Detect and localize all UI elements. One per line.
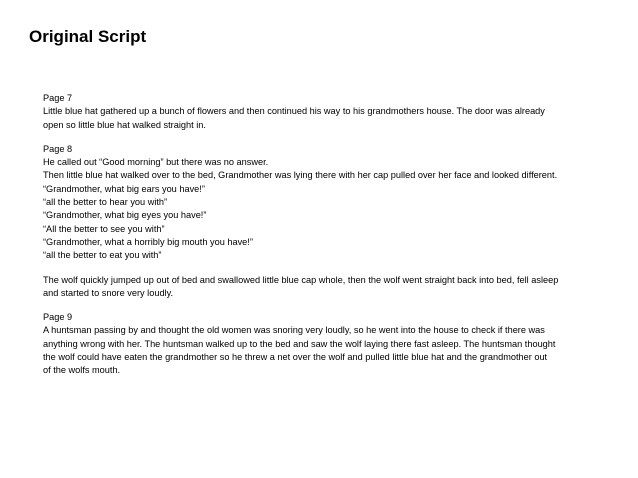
paragraph-gap bbox=[43, 132, 603, 143]
page-heading: Page 7 bbox=[43, 93, 73, 103]
page-7-section bbox=[43, 92, 603, 132]
script-line: open so little blue hat walked straight in. bbox=[43, 119, 206, 130]
paragraph-gap bbox=[43, 300, 603, 311]
dialogue-line: “Grandmother, what big ears you have!” bbox=[43, 183, 205, 194]
dialogue-line: “Grandmother, what a horribly big mouth you have!” bbox=[43, 236, 253, 247]
page-heading: Page 8 bbox=[43, 143, 73, 154]
dialogue-line: “All the better to see you with” bbox=[43, 223, 165, 234]
page-8-section bbox=[43, 143, 603, 300]
page-heading: Page 9 bbox=[43, 312, 73, 323]
slide-title: Original Script bbox=[29, 27, 147, 46]
script-line: and started to snore very loudly. bbox=[43, 287, 174, 298]
script-line: The wolf quickly jumped up out of bed and swallowed little blue cap whole, then the wolf went straight back into bed, fell asleep bbox=[43, 274, 559, 285]
page-9-section bbox=[43, 311, 603, 377]
paragraph-gap bbox=[43, 263, 603, 274]
script-line: He called out “Good morning” but there was no answer. bbox=[43, 157, 269, 168]
script-line: A huntsman passing by and thought the old women was snoring very loudly, so he went into the house to check if there was bbox=[43, 325, 545, 336]
script-line: Little blue hat gathered up a bunch of flowers and then continued his way to his grandmothers house. The door was already bbox=[43, 106, 545, 117]
script-line: the wolf could have eaten the grandmother so he threw a net over the wolf and pulled little blue hat and the grandmother out bbox=[43, 352, 548, 363]
dialogue-line: “all the better to eat you with” bbox=[43, 250, 162, 261]
script-line: Then little blue hat walked over to the bed, Grandmother was lying there with her cap pulled over her face and looked different. bbox=[43, 170, 558, 181]
script-body bbox=[43, 92, 603, 378]
dialogue-line: “Grandmother, what big eyes you have!” bbox=[43, 210, 207, 221]
dialogue-line: “all the better to hear you with” bbox=[43, 197, 168, 208]
script-line: of the wolfs mouth. bbox=[43, 365, 121, 376]
script-line: anything wrong with her. The huntsman walked up to the bed and saw the wolf laying there fast asleep. The huntsman thought bbox=[43, 338, 556, 349]
